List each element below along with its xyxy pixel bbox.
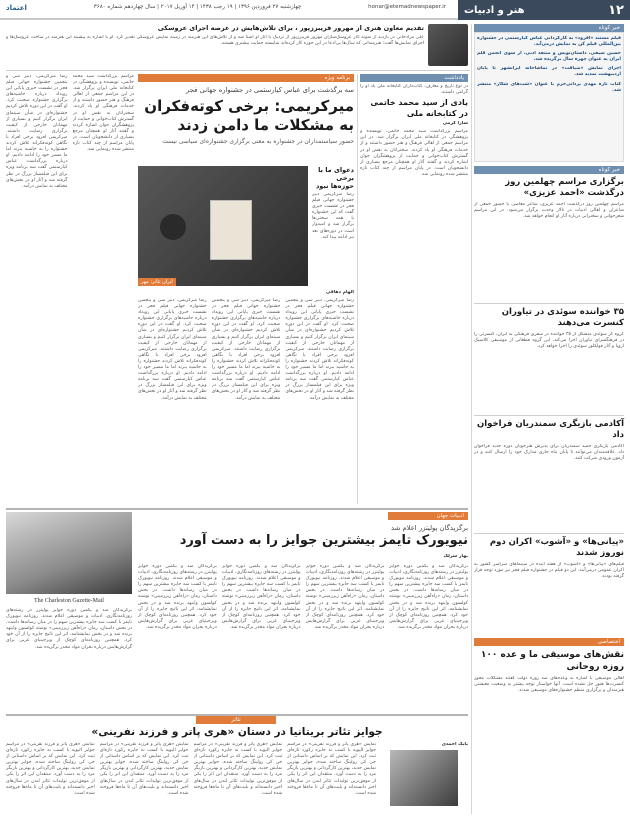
photo-caption: ایران تئاتر: مهر — [138, 278, 176, 286]
theatre-tag: تئاتر — [196, 716, 276, 724]
side-column — [360, 74, 468, 504]
newspaper-logo: اعتماد — [6, 4, 27, 12]
divider — [474, 303, 624, 304]
main-body: رضا میرکریمی، دبیر سی و پنجمین جشنواره جهانی فیلم فجر در نشست خبری پایانی این رویداد درباره حاشیه‌های برگزاری جشنواره صحبت کرد. او گفت در این دوره تلاش کردیم جشنواره‌ای در شأن سینمای ایران برگزار کنیم و بسیاری از مهمانان خارجی از کیفیت برگزاری رضایت داشتند. میرکریمی افزود برخی افراد با نگاهی کوته‌فکرانه تلاش کردند جشنواره را به حاشیه ببرند اما ما مسیر خود را ادامه دادیم. او درباره بزرگداشت عباس کیارستمی گفت سه برنامه ویژه برای این فیلمساز بزرگ در نظر گرفته شد و آثار او در بخش‌های مختلف به نمایش درآمد. — [211, 298, 281, 401]
theatre-body: نمایش «هری پاتر و فرزند نفرینی» در مراسم جوایز الیویه با کسب نه جایزه رکورد تازه‌ای ثبت کرد. این نمایش که بر اساس داستانی از جی کی رولینگ ساخته شده، جوایز بهترین نمایش جدید، بهترین کارگردانی و بهترین بازیگر مرد را به دست آورد. منتقدان این اثر را یکی از موفق‌ترین تولیدات تئاتر لندن در سال‌های اخیر دانسته‌اند و بلیت‌های آن تا ماه‌ها فروخته شده است. — [287, 742, 376, 796]
rail-body: آکادمی بازیگری حمید سمندریان برای پذیرش هنرجویان دوره جدید فراخوان داد. علاقه‌مندان می‌توانند تا پایان ماه جاری مدارک خود را ارسال کنند و در آزمون ورودی شرکت کنند. — [474, 444, 624, 462]
news-box — [474, 32, 624, 162]
pulitzer-body: برگزیدگان صد و یکمین دوره جوایز پولیتزر در رشته‌های روزنامه‌نگاری، ادبیات و موسیقی اعلام شدند. روزنامه نیویورک تایمز با کسب سه جایزه بیشترین سهم را در میان رسانه‌ها داشت. در بخش داستان، رمان «راه‌آهن زیرزمینی» نوشته کولسون وایتهد برنده شد و در بخش نمایشنامه، اثر لین ناتیج جایزه را از آن خود کرد. همچنین روزنامه‌ای کوچک از ویرجینیای غربی برای گزارش‌هایش درباره بحران مواد مخدر برگزیده شد. — [305, 564, 385, 630]
divider — [474, 415, 624, 416]
news-tag: خبر کوتاه — [474, 24, 624, 32]
left-columns — [6, 74, 134, 504]
poster-icon — [210, 200, 252, 260]
theatre-byline: بابک احمدی — [441, 742, 468, 747]
issue-meta — [6, 4, 446, 12]
theatre-body: نمایش «هری پاتر و فرزند نفرینی» در مراسم جوایز الیویه با کسب نه جایزه رکورد تازه‌ای ثبت کرد. این نمایش که بر اساس داستانی از جی کی رولینگ ساخته شده، جوایز بهترین نمایش جدید، بهترین کارگردانی و بهترین بازیگر مرد را به دست آورد. منتقدان این اثر را یکی از موفق‌ترین تولیدات تئاتر لندن در سال‌های اخیر دانسته‌اند و بلیت‌های آن تا ماه‌ها فروخته شده است. — [99, 742, 189, 796]
theatre-body: نمایش «هری پاتر و فرزند نفرینی» در مراسم جوایز الیویه با کسب نه جایزه رکورد تازه‌ای ثبت کرد. این نمایش که بر اساس داستانی از جی کی رولینگ ساخته شده، جوایز بهترین نمایش جدید، بهترین کارگردانی و بهترین بازیگر مرد را به دست آورد. منتقدان این اثر را یکی از موفق‌ترین تولیدات تئاتر لندن در سال‌های اخیر دانسته‌اند و بلیت‌های آن تا ماه‌ها فروخته شده است. — [193, 742, 283, 796]
right-rail — [474, 24, 624, 814]
theatre-headline: جوایز تئاتر بریتانیا در دستان «هری پاتر و فرزند نفرینی» — [91, 726, 383, 738]
news-item: اجرای نمایش «ضیافت» در تماشاخانه ایرانشهر تا پایان اردیبهشت تمدید شد. — [477, 66, 621, 78]
side-intro: در نوع تاریخ و معارف، کتاب‌داران کتابخانه ملی یاد او را گرامی داشتند. — [360, 84, 468, 96]
side-headline: یادی از سید محمد خاتمی در کتابخانه ملی — [370, 98, 468, 118]
rail-headline: نقش‌های موسیقی ما و عده ۱۰۰ روزه روحانی — [480, 650, 624, 672]
main-headline: میرکریمی: برخی کوته‌فکران به مشکلات ما دامن زدند — [144, 97, 354, 134]
rail-headline: برگزاری مراسم چهلمین روز درگذشت «احمد عزیزی» — [505, 177, 624, 198]
theatre-body: نمایش «هری پاتر و فرزند نفرینی» در مراسم جوایز الیویه با کسب نه جایزه رکورد تازه‌ای ثبت کرد. این نمایش که بر اساس داستانی از جی کی رولینگ ساخته شده، جوایز بهترین نمایش جدید، بهترین کارگردانی و بهترین بازیگر مرد را به دست آورد. منتقدان این اثر را یکی از موفق‌ترین تولیدات تئاتر لندن در سال‌های اخیر دانسته‌اند و بلیت‌های آن تا ماه‌ها فروخته شده است. — [6, 742, 95, 796]
section-title: هنر و ادبیات — [464, 4, 525, 16]
divider — [6, 70, 470, 71]
page-number: ۱۲ — [608, 2, 624, 18]
rail-body: فیلم‌های «پیانی‌ها» و «آشوب» از هفته آینده در سینماهای سراسر کشور به اکران عمومی درمی‌آیند. این دو فیلم در جشنواره فیلم فجر نیز مورد توجه قرار گرفته بودند. — [474, 562, 624, 580]
news-item: فیلم مستند «آفرود» به کارگردانی عباس کیارستمی در جشنواره بین‌المللی فیلم کن به نمایش درمی‌آید. — [477, 36, 621, 48]
column-divider — [357, 74, 358, 504]
main-subhead: حضور سیاستمداران در جشنواره به معنی برگزاری جشنواره‌ای سیاسی نیست — [162, 138, 354, 145]
main-tag: برنامه ویژه — [138, 74, 354, 82]
rail-tag: خبر کوتاه — [474, 166, 624, 174]
pulitzer-photo-caption: The Charleston Gazette-Mail — [34, 598, 104, 604]
pulitzer-body: برگزیدگان صد و یکمین دوره جوایز پولیتزر در رشته‌های روزنامه‌نگاری، ادبیات و موسیقی اعلام شدند. روزنامه نیویورک تایمز با کسب سه جایزه بیشترین سهم را در میان رسانه‌ها داشت. در بخش داستان، رمان «راه‌آهن زیرزمینی» نوشته کولسون وایتهد برنده شد و در بخش نمایشنامه، اثر لین ناتیج جایزه را از آن خود کرد. همچنین روزنامه‌ای کوچک از ویرجینیای غربی برای گزارش‌هایش درباره بحران مواد مخدر برگزیده شد. — [389, 564, 468, 630]
pull-quote — [312, 166, 354, 286]
rail-body: اهالی موسیقی با اشاره به وعده‌های صد روزه دولت گفتند مشکلات مجوز کنسرت‌ها هنوز حل نشده است. آنها خواستار توجه بیشتر به وضعیت معیشتی هنرمندان و برگزاری منظم جشنواره‌های موسیقی شدند. — [474, 676, 624, 694]
left-body: رضا میرکریمی، دبیر سی و پنجمین جشنواره جهانی فیلم فجر در نشست خبری پایانی این رویداد درباره حاشیه‌های برگزاری جشنواره صحبت کرد. او گفت در این دوره تلاش کردیم جشنواره‌ای در شأن سینمای ایران برگزار کنیم و بسیاری از مهمانان خارجی از کیفیت برگزاری رضایت داشتند. میرکریمی افزود برخی افراد با نگاهی کوته‌فکرانه تلاش کردند جشنواره را به حاشیه ببرند اما ما مسیر خود را ادامه دادیم. او درباره بزرگداشت عباس کیارستمی گفت سه برنامه ویژه برای این فیلمساز بزرگ در نظر گرفته شد و آثار او در بخش‌های مختلف به نمایش درآمد. — [6, 74, 68, 189]
main-story — [138, 74, 354, 504]
top-strip-body: علی مرادخانی در بازدید از نمونه آثار عروسک‌سازان مهرور فریبرزپور از نزدیک با آثار او آشنا شد و از تلاش‌های این هنرمند در زمینه نمایش عروسکی تقدیر کرد. او با اشاره به پیشینه این هنرمند در ساخت عروسک‌ها و اجرای نمایش‌ها گفت: هنرمندانی که سال‌ها بی‌ادعا در این حوزه کار کرده‌اند شایسته حمایت بیشتری هستند. — [6, 35, 424, 47]
side-byline: سارا کرمی — [442, 121, 468, 127]
news-item: کتاب تازه مهدی یزدانی‌خرم با عنوان «شب‌های شکار» منتشر شد. — [477, 81, 621, 93]
pulitzer-tag: ادبیات جهان — [388, 512, 468, 520]
main-body: رضا میرکریمی، دبیر سی و پنجمین جشنواره جهانی فیلم فجر در نشست خبری پایانی این رویداد درباره حاشیه‌های برگزاری جشنواره صحبت کرد. او گفت در این دوره تلاش کردیم جشنواره‌ای در شأن سینمای ایران برگزار کنیم و بسیاری از مهمانان خارجی از کیفیت برگزاری رضایت داشتند. میرکریمی افزود برخی افراد با نگاهی کوته‌فکرانه تلاش کردند جشنواره را به حاشیه ببرند اما ما مسیر خود را ادامه دادیم. او درباره بزرگداشت عباس کیارستمی گفت سه برنامه ویژه برای این فیلمساز بزرگ در نظر گرفته شد و آثار او در بخش‌های مختلف به نمایش درآمد. — [137, 298, 207, 401]
main-byline: الهام دهاقی — [326, 290, 354, 295]
pulitzer-photo — [6, 512, 132, 594]
news-item: حسین سیفی، داستان‌نویس و منتقد ادبی، از سوی انجمن قلم ایران به عنوان چهره سال برگزیده شد. — [477, 51, 621, 63]
side-body: مراسم بزرگداشت سید محمد خاتمی، نویسنده و پژوهشگر، در کتابخانه ملی ایران برگزار شد. در این مراسم جمعی از اهالی فرهنگ و هنر حضور داشتند و از خدمات فرهنگی او یاد کردند. سخنرانان به نقش او در گسترش کتاب‌خوانی و حمایت از پژوهشگران جوان اشاره کردند و گفتند آثار او همچنان مرجع بسیاری از دانشجویان است. در پایان مراسم از چند کتاب تازه منتشر شده رونمایی شد. — [360, 129, 468, 177]
theatre-columns — [6, 742, 376, 812]
pulitzer-columns — [138, 564, 468, 709]
theatre-photo — [390, 750, 458, 806]
rail-body: گروه کر سوئدی متشکل از ۳۵ خواننده در سفری فرهنگی به ایران، کنسرتی را در فرهنگسرای نیاوران اجرا می‌کند. این گروه قطعاتی از موسیقی کلاسیک اروپا و آثار فولکلور سوئدی را اجرا خواهد کرد. — [474, 332, 624, 350]
divider — [474, 533, 624, 534]
rail-tag: اختصاصی — [474, 638, 624, 646]
pulitzer-body: برگزیدگان صد و یکمین دوره جوایز پولیتزر در رشته‌های روزنامه‌نگاری، ادبیات و موسیقی اعلام شدند. روزنامه نیویورک تایمز با کسب سه جایزه بیشترین سهم را در میان رسانه‌ها داشت. در بخش داستان، رمان «راه‌آهن زیرزمینی» نوشته کولسون وایتهد برنده شد و در بخش نمایشنامه، اثر لین ناتیج جایزه را از آن خود کرد. همچنین روزنامه‌ای کوچک از ویرجینیای غربی برای گزارش‌هایش درباره بحران مواد مخدر برگزیده شد. — [221, 564, 301, 630]
main-body-columns — [138, 298, 354, 498]
rail-divider — [471, 24, 472, 814]
pulitzer-headline: نیویورک تایمز بیشترین جوایز را به دست آورد — [179, 533, 468, 548]
side-tag: یادداشت — [360, 74, 468, 82]
main-body: رضا میرکریمی، دبیر سی و پنجمین جشنواره جهانی فیلم فجر در نشست خبری پایانی این رویداد درباره حاشیه‌های برگزاری جشنواره صحبت کرد. او گفت در این دوره تلاش کردیم جشنواره‌ای در شأن سینمای ایران برگزار کنیم و بسیاری از مهمانان خارجی از کیفیت برگزاری رضایت داشتند. میرکریمی افزود برخی افراد با نگاهی کوته‌فکرانه تلاش کردند جشنواره را به حاشیه ببرند اما ما مسیر خود را ادامه دادیم. او درباره بزرگداشت عباس کیارستمی گفت سه برنامه ویژه برای این فیلمساز بزرگ در نظر گرفته شد و آثار او در بخش‌های مختلف به نمایش درآمد. — [285, 298, 354, 401]
rail-headline: ۳۵ خواننده سوئدی در تیاوران کنسرت می‌دهند — [501, 307, 624, 328]
issue-info: چهارشنبه ۲۷ فروردین ۱۳۹۶ | ۱۹ رجب ۱۴۳۸ | ۱۴ آوریل ۲۰۱۷ | سال چهاردهم شماره ۳۶۸۰ — [93, 4, 302, 10]
rail-body: مراسم چهلمین روز درگذشت احمد عزیزی، شاعر معاصر، با حضور جمعی از شاعران و اهالی ادبیات در تالار وحدت برگزار می‌شود. در این مراسم شعرخوانی و سخنرانی درباره آثار او انجام خواهد شد. — [474, 202, 624, 220]
section-header — [458, 0, 630, 20]
rail-headline: «پیانی‌ها» و «آشوب» اکران دوم نوروز شدند — [489, 537, 624, 558]
pulitzer-body: برگزیدگان صد و یکمین دوره جوایز پولیتزر در رشته‌های روزنامه‌نگاری، ادبیات و موسیقی اعلام شدند. روزنامه نیویورک تایمز با کسب سه جایزه بیشترین سهم را در میان رسانه‌ها داشت. در بخش داستان، رمان «راه‌آهن زیرزمینی» نوشته کولسون وایتهد برنده شد و در بخش نمایشنامه، اثر لین ناتیج جایزه را از آن خود کرد. همچنین روزنامه‌ای کوچک از ویرجینیای غربی برای گزارش‌هایش درباره بحران مواد مخدر برگزیده شد. — [138, 564, 217, 630]
pulitzer-kicker: برگزیدگان پولیتزر اعلام شد — [391, 524, 468, 532]
rail-headline: آکادمی بازیگری سمندریان فراخوان داد — [477, 419, 624, 440]
section-divider — [6, 508, 468, 510]
speaker-icon — [160, 214, 186, 240]
quote-headline: دعوای ما با برخی حوزه‌ها نبود — [315, 166, 354, 190]
section-email: honar@etemadnewspaper.ir — [368, 4, 446, 10]
main-photo — [138, 166, 308, 286]
main-kicker: سه برگذشت برای عباس کیارستمی در جشنواره جهانی فجر — [186, 86, 354, 94]
top-strip — [6, 24, 424, 68]
quote-body: رضا میرکریمی دبیر جشنواره جهانی فیلم فجر در نشست خبری گفت که این جشنواره با همه سختی‌ها برگزار شد و امیدوار است در دوره‌های بعد نیز ادامه پیدا کند. — [312, 192, 354, 240]
top-strip-headline: تقدیم معاون هنری از مهرور فریبرزپور ، برای تلاش‌هایش در عرصه اجرای عروسکی — [157, 24, 424, 32]
pulitzer-side-body: برگزیدگان صد و یکمین دوره جوایز پولیتزر در رشته‌های روزنامه‌نگاری، ادبیات و موسیقی اعلام شدند. روزنامه نیویورک تایمز با کسب سه جایزه بیشترین سهم را در میان رسانه‌ها داشت. در بخش داستان، رمان «راه‌آهن زیرزمینی» نوشته کولسون وایتهد برنده شد و در بخش نمایشنامه، اثر لین ناتیج جایزه را از آن خود کرد. همچنین روزنامه‌ای کوچک از ویرجینیای غربی برای گزارش‌هایش درباره بحران مواد مخدر برگزیده شد. — [6, 608, 132, 650]
theatre-story — [6, 716, 468, 814]
author-photo — [428, 24, 468, 66]
pulitzer-byline: بهار سرلک — [443, 554, 468, 559]
pulitzer-story — [6, 512, 468, 712]
left-body: مراسم بزرگداشت سید محمد خاتمی، نویسنده و پژوهشگر، در کتابخانه ملی ایران برگزار شد. در این مراسم جمعی از اهالی فرهنگ و هنر حضور داشتند و از خدمات فرهنگی او یاد کردند. سخنرانان به نقش او در گسترش کتاب‌خوانی و حمایت از پژوهشگران جوان اشاره کردند و گفتند آثار او همچنان مرجع بسیاری از دانشجویان است. در پایان مراسم از چند کتاب تازه منتشر شده رونمایی شد. — [72, 74, 134, 153]
